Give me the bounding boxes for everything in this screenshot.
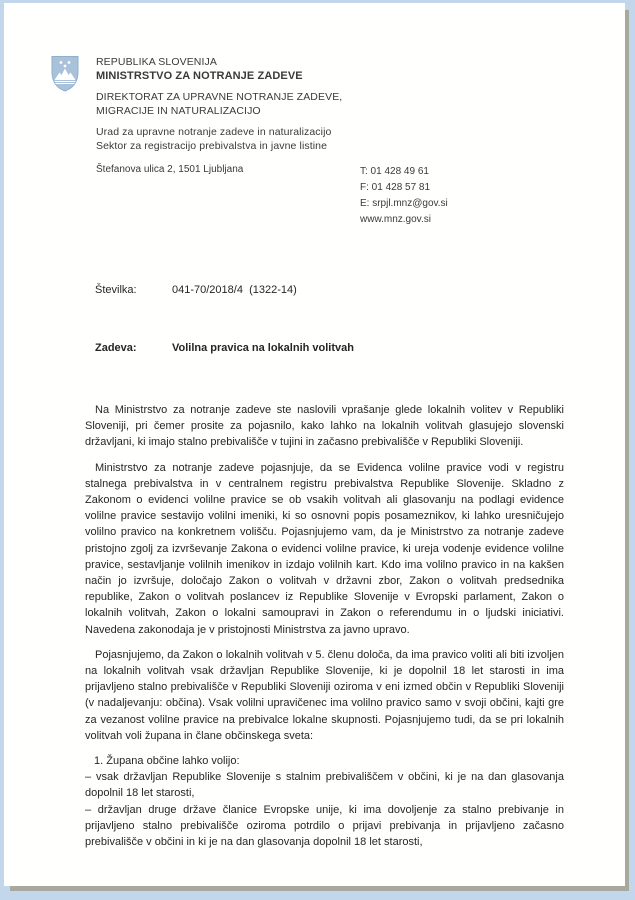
ministry-name: MINISTRSTVO ZA NOTRANJE ZADEVE <box>96 69 303 82</box>
slovenia-coat-of-arms-icon <box>50 55 80 92</box>
office-name: Urad za upravne notranje zadeve in naturalizacijo <box>96 126 332 138</box>
country-name: REPUBLIKA SLOVENIJA <box>96 56 217 68</box>
body-paragraph: Pojasnjujemo, da Zakon o lokalnih volitvah v 5. členu določa, da ima pravico voliti ali biti izvoljen na lokalnih volitvah vsak državljan Republike Slovenije, ki je dopolnil 18 let starosti in ima prijavljeno stalno prebivališče v Republiki Sloveniji oziroma v eni izmed občin v Republiki Sloveniji (v nadaljevanju: občina). Vsak volilni upravičenec ima volilno pravico samo v svoji občini, kajti gre za vezanost volilne pravice na prebivalce lokalne skupnosti. Pojasnjujemo tudi, da se pri lokalnih volitvah voli župana in člane občinskega sveta: <box>85 648 564 742</box>
reference-number-row <box>95 284 297 296</box>
directorate-name-line2: MIGRACIJE IN NATURALIZACIJO <box>96 104 261 117</box>
letter-page <box>4 3 625 886</box>
reference-number-value: 041-70/2018/4 (1322-14) <box>172 284 297 296</box>
letter-body <box>85 402 564 850</box>
list-item: – državljan druge države članice Evropske unije, ki ima dovoljenje za stalno prebivanje in prijavljeno stalno prebivališče oziroma potrdilo o prijavi prebivanja in prijavljeno začasno prebivališče v občini in ki je na dan glasovanja dopolnil 18 let starosti, <box>85 803 564 849</box>
body-paragraph: Na Ministrstvo za notranje zadeve ste naslovili vprašanje glede lokalnih volitev v Republiki Sloveniji, pri čemer prosite za pojasnilo, kako lahko na lokalnih volitvah glasujejo slovenski državljani, ki imajo stalno prebivališče v tujini in začasno prebivališče v Republiki Sloveniji. <box>85 404 564 449</box>
subject-value: Volilna pravica na lokalnih volitvah <box>172 342 354 354</box>
body-paragraph: Ministrstvo za notranje zadeve pojasnjuje, da se Evidenca volilne pravice vodi v registru stalnega prebivalstva in v centralnem registru prebivalstva Republike Slovenije. Skladno z Zakonom o evidenci volilne pravice se ob vsakih volitvah ali glasovanju na podlagi evidence volilne pravice sestavijo volilni imeniki, ki so osnovni popis posameznikov, ki lahko uresničujejo volilno pravico na konkretnem volišču. Pojasnjujemo vam, da je Ministrstvo za notranje zadeve pristojno zgolj za izvrševanje Zakona o evidenci volilne pravice, ki ureja vodenje evidence volilne pravice, sestavljanje volilnih imenikov in izdajo volilnih kart. Kdo ima volilno pravico in na kakšen način jo izvršuje, določajo Zakon o volitvah v državni zbor, Zakon o volitvah predsednika republike, Zakon o volitvah poslancev iz Republike Slovenije v Evropski parlament, Zakon o lokalnih volitvah, Zakon o lokalni samoupravi in Zakon o referendumu in o ljudski iniciativi. Navedena zakonodaja je v pristojnosti Ministrstva za javno upravo. <box>85 461 564 636</box>
website-url: www.mnz.gov.si <box>360 214 431 225</box>
letterhead <box>96 56 342 153</box>
directorate-name-line1: DIREKTORAT ZA UPRAVNE NOTRANJE ZADEVE, <box>96 91 343 103</box>
phone-number: T: 01 428 49 61 <box>360 166 429 177</box>
reference-number-label: Številka: <box>95 284 137 296</box>
subject-row <box>95 342 354 354</box>
street-address: Štefanova ulica 2, 1501 Ljubljana <box>96 164 244 175</box>
email-address: E: srpjl.mnz@gov.si <box>360 198 448 209</box>
list-item: – vsak državljan Republike Slovenije s stalnim prebivališčem v občini, ki je na dan glasovanja dopolnil 18 let starosti, <box>85 771 564 800</box>
fax-number: F: 01 428 57 81 <box>360 182 431 193</box>
list-intro: 1. Župana občine lahko volijo: <box>94 755 240 768</box>
subject-label: Zadeva: <box>95 342 137 354</box>
sector-name: Sektor za registracijo prebivalstva in javne listine <box>96 139 328 152</box>
contact-block <box>360 164 448 228</box>
